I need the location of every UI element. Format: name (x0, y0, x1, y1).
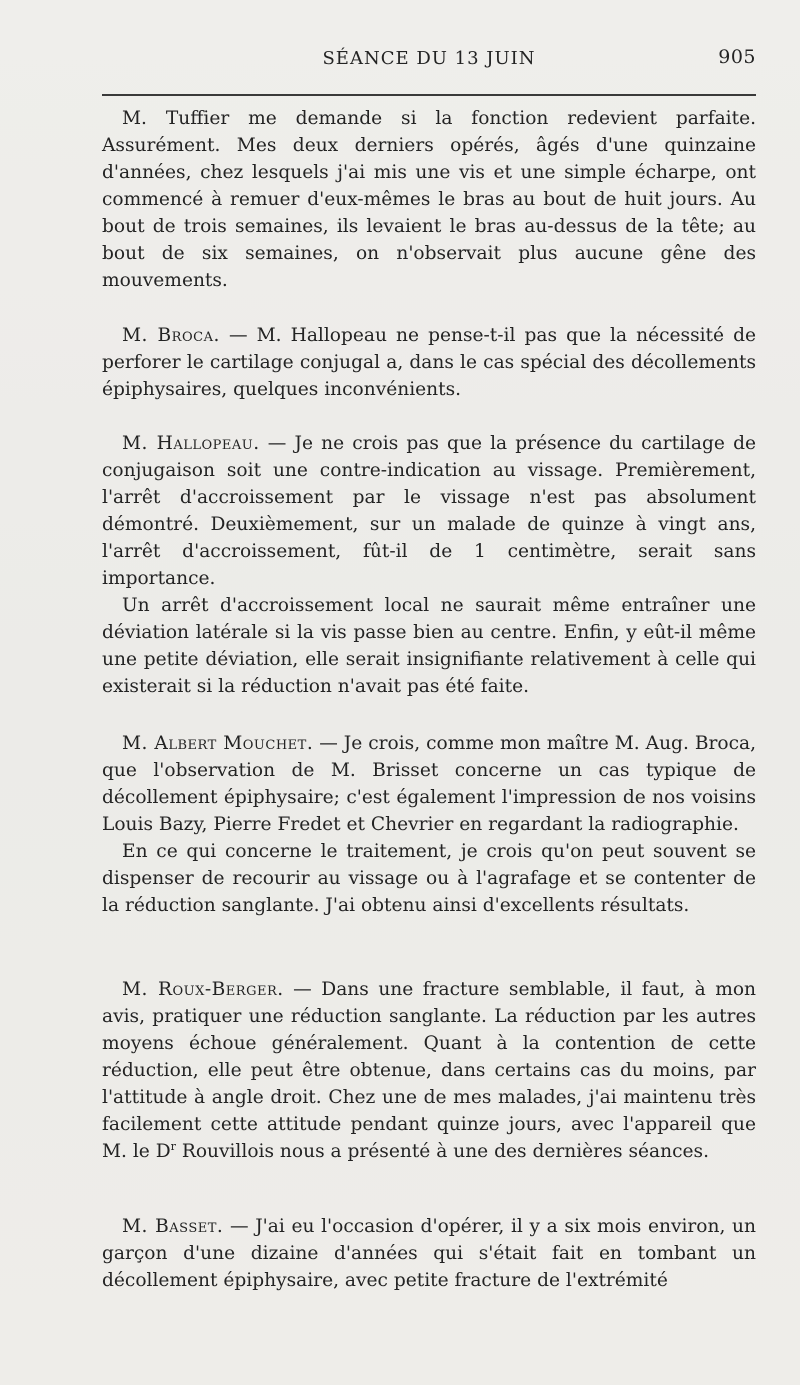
speaker-name: M. Roux-Berger. (122, 979, 284, 1000)
speaker-name: M. Albert Mouchet. (122, 733, 314, 754)
paragraph-text: Un arrêt d'accroissement local ne saurait même entraîner une déviation latérale si la vis passe bien au centre. Enfin, y eût-il même une petite déviation, elle serait insignifiante relativement à celle qui existerait si la réduction n'avait pas été faite. (102, 595, 756, 697)
paragraph-tuffier-reply (102, 105, 756, 294)
paragraph-text: — M. Hallopeau ne pense-t-il pas que la nécessité de perforer le cartilage conjugal a, dans le cas spécial des décollements épiphysaires, quelques inconvénients. (102, 325, 757, 400)
speaker-name: M. Hallopeau. (122, 433, 260, 454)
paragraph-text: M. Tuffier me demande si la fonction redevient parfaite. Assurément. Mes deux derniers opérés, âgés d'une quinzaine d'années, chez lesquels j'ai mis une vis et une simple écharpe, ont commencé à remuer d'eux-mêmes le bras au bout de huit jours. Au bout de trois semaines, ils levaient le bras au-dessus de la tête; au bout de six semaines, on n'observait plus aucune gêne des mouvements. (102, 108, 756, 291)
speaker-name: M. Broca. (122, 325, 220, 346)
paragraph-text: — Dans une fracture semblable, il faut, à mon avis, pratiquer une réduction sanglante. La réduction par les autres moyens échoue généralement. Quant à la contention de cette réduction, elle peut être obtenue, dans certains cas du moins, par l'attitude à angle droit. Chez une de mes malades, j'ai maintenu très facilement cette attitude pendant quinze jours, avec l'appareil que M. le D (102, 979, 756, 1162)
header-rule (102, 94, 756, 96)
paragraph-text: En ce qui concerne le traitement, je crois qu'on peut souvent se dispenser de recourir au vissage ou à l'agrafage et se contenter de la réduction sanglante. J'ai obtenu ainsi d'excellents résultats. (102, 841, 756, 916)
page-number: 905 (718, 46, 756, 68)
paragraph-mouchet (102, 730, 756, 919)
paragraph-text: — Je ne crois pas que la présence du cartilage de conjugaison soit une contre-indication au vissage. Premièrement, l'arrêt d'accroissement par le vissage n'est pas absolument démontré. Deuxièmement, sur un malade de quinze à vingt ans, l'arrêt d'accroissement, fût-il de 1 centimètre, serait sans importance. (102, 433, 756, 589)
paragraph-basset (102, 1213, 756, 1294)
speaker-name: M. Basset. (122, 1216, 224, 1237)
paragraph-roux-berger (102, 976, 756, 1165)
running-title: SÉANCE DU 13 JUIN (322, 48, 536, 69)
paragraph-text: — J'ai eu l'occasion d'opérer, il y a six mois environ, un garçon d'une dizaine d'années qui s'était fait en tombant un décollement épiphysaire, avec petite fracture de l'extrémité (102, 1216, 756, 1291)
paragraph-broca (102, 322, 756, 403)
page-header (102, 46, 756, 74)
paragraph-hallopeau (102, 430, 756, 700)
paragraph-text: Rouvillois nous a présenté à une des dernières séances. (175, 1141, 709, 1162)
superscript: r (170, 1139, 176, 1153)
paragraph-text: — Je crois, comme mon maître M. Aug. Broca, que l'observation de M. Brisset concerne un cas typique de décollement épiphysaire; c'est également l'impression de nos voisins Louis Bazy, Pierre Fredet et Chevrier en regardant la radiographie. (102, 733, 756, 835)
